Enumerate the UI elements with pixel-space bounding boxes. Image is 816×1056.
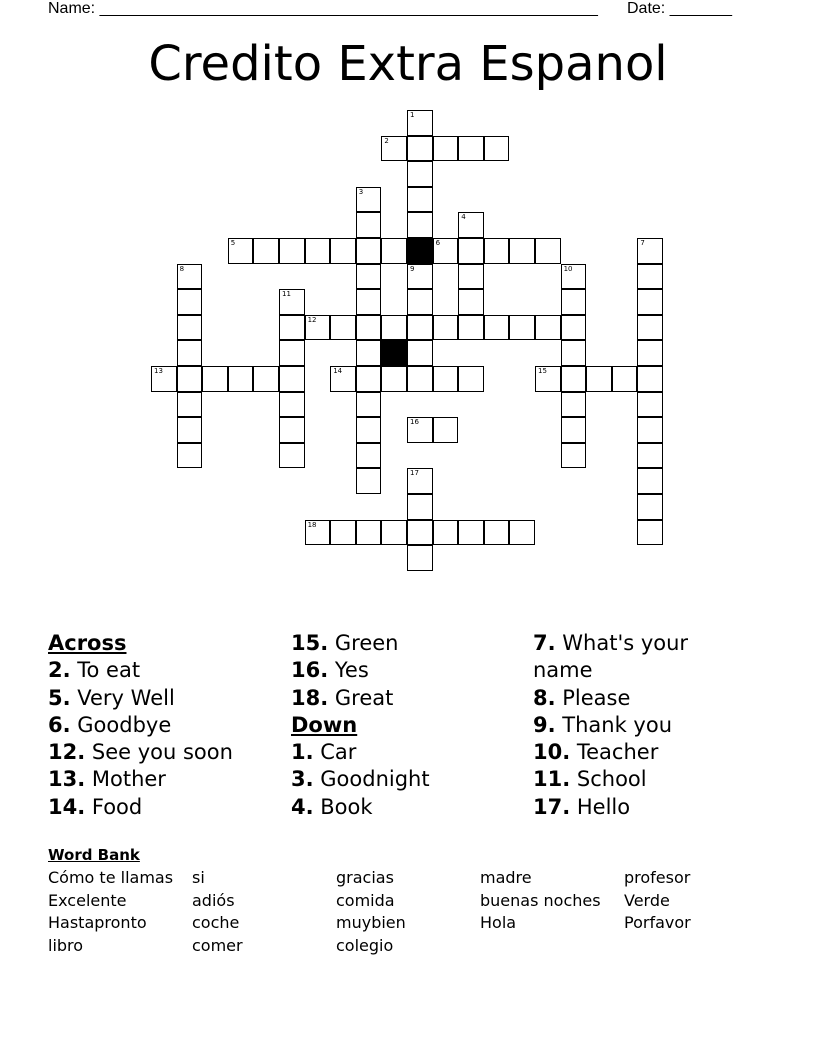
grid-cell[interactable] bbox=[535, 366, 561, 392]
word-bank-word: Cómo te llamas bbox=[48, 868, 174, 887]
clue-number: 16. bbox=[291, 658, 329, 683]
grid-cell[interactable] bbox=[381, 136, 407, 162]
grid-cell[interactable] bbox=[509, 315, 535, 341]
grid-cell[interactable] bbox=[151, 366, 177, 392]
grid-cell[interactable] bbox=[433, 315, 459, 341]
black-cell bbox=[381, 340, 407, 366]
grid-cell[interactable] bbox=[407, 161, 433, 187]
word-bank-word: colegio bbox=[336, 936, 394, 956]
grid-cell[interactable] bbox=[637, 264, 663, 290]
word-bank-word: Hastapronto bbox=[48, 913, 147, 933]
grid-cell[interactable] bbox=[279, 443, 305, 469]
clue-number: 10. bbox=[533, 740, 571, 765]
across-heading: Across bbox=[48, 631, 127, 655]
grid-cell[interactable] bbox=[253, 366, 279, 392]
clue-column-2 bbox=[291, 630, 531, 821]
clue-number: 3. bbox=[291, 767, 314, 792]
grid-cell[interactable] bbox=[330, 366, 356, 392]
clue-number: 12. bbox=[48, 740, 86, 765]
grid-cell[interactable] bbox=[407, 494, 433, 520]
clue-item bbox=[291, 794, 531, 821]
grid-cell[interactable] bbox=[637, 315, 663, 341]
grid-cell[interactable] bbox=[305, 315, 331, 341]
grid-cell[interactable] bbox=[561, 340, 587, 366]
clue-text: Green bbox=[328, 631, 399, 655]
grid-cell[interactable] bbox=[586, 366, 612, 392]
grid-cell[interactable] bbox=[535, 315, 561, 341]
grid-cell[interactable] bbox=[561, 289, 587, 315]
clue-text: Food bbox=[85, 794, 143, 819]
clue-item bbox=[291, 685, 531, 712]
grid-cell[interactable] bbox=[637, 417, 663, 443]
grid-cell[interactable] bbox=[253, 238, 279, 264]
grid-cell[interactable] bbox=[279, 238, 305, 264]
grid-cell[interactable] bbox=[356, 289, 382, 315]
grid-cell[interactable] bbox=[458, 315, 484, 341]
grid-cell[interactable] bbox=[458, 289, 484, 315]
clue-text: Please bbox=[555, 685, 631, 710]
grid-cell[interactable] bbox=[637, 238, 663, 264]
clue-text: Mother bbox=[85, 767, 166, 792]
grid-cell[interactable] bbox=[305, 238, 331, 264]
clue-text: To eat bbox=[70, 658, 141, 683]
grid-cell[interactable] bbox=[433, 520, 459, 546]
clue-number: 4. bbox=[291, 794, 314, 819]
grid-cell[interactable] bbox=[356, 238, 382, 264]
grid-cell[interactable] bbox=[484, 315, 510, 341]
grid-cell[interactable] bbox=[407, 545, 433, 571]
grid-cell[interactable] bbox=[356, 392, 382, 418]
grid-cell[interactable] bbox=[407, 366, 433, 392]
grid-cell[interactable] bbox=[356, 366, 382, 392]
clue-item bbox=[533, 712, 723, 739]
grid-cell[interactable] bbox=[535, 238, 561, 264]
grid-cell[interactable] bbox=[407, 264, 433, 290]
grid-cell[interactable] bbox=[484, 238, 510, 264]
clue-number: 1. bbox=[291, 740, 314, 765]
clue-number: 9. bbox=[533, 712, 556, 737]
name-field-label[interactable]: Name: ________________________________________________________ bbox=[48, 0, 598, 17]
grid-cell[interactable] bbox=[279, 289, 305, 315]
grid-cell[interactable] bbox=[433, 417, 459, 443]
grid-cell[interactable] bbox=[407, 187, 433, 213]
grid-cell[interactable] bbox=[458, 366, 484, 392]
clue-item bbox=[533, 766, 723, 793]
grid-cell[interactable] bbox=[612, 366, 638, 392]
grid-cell[interactable] bbox=[433, 366, 459, 392]
clue-text: Car bbox=[313, 740, 357, 765]
grid-cell[interactable] bbox=[330, 238, 356, 264]
grid-cell[interactable] bbox=[177, 443, 203, 469]
grid-cell[interactable] bbox=[637, 340, 663, 366]
clue-column-1 bbox=[48, 630, 288, 821]
grid-cell[interactable] bbox=[637, 443, 663, 469]
clue-number: 2. bbox=[48, 658, 71, 683]
grid-cell[interactable] bbox=[330, 520, 356, 546]
grid-cell[interactable] bbox=[561, 366, 587, 392]
grid-cell[interactable] bbox=[458, 264, 484, 290]
grid-cell[interactable] bbox=[279, 366, 305, 392]
grid-cell[interactable] bbox=[637, 366, 663, 392]
word-bank-word: madre bbox=[480, 868, 532, 887]
grid-cell[interactable] bbox=[177, 340, 203, 366]
grid-cell[interactable] bbox=[637, 494, 663, 520]
grid-cell[interactable] bbox=[509, 520, 535, 546]
grid-cell[interactable] bbox=[637, 392, 663, 418]
clue-number: 5. bbox=[48, 685, 71, 710]
grid-cell[interactable] bbox=[407, 520, 433, 546]
grid-cell[interactable] bbox=[637, 468, 663, 494]
grid-cell[interactable] bbox=[407, 110, 433, 136]
grid-cell[interactable] bbox=[279, 315, 305, 341]
cell-number: 10 bbox=[563, 264, 573, 273]
grid-cell[interactable] bbox=[381, 315, 407, 341]
clue-item bbox=[291, 766, 531, 793]
grid-cell[interactable] bbox=[407, 212, 433, 238]
clue-text: Goodbye bbox=[70, 712, 172, 737]
clue-number: 8. bbox=[533, 685, 556, 710]
clue-text: School bbox=[570, 767, 647, 792]
word-bank-word: Hola bbox=[480, 913, 517, 933]
grid-cell[interactable] bbox=[561, 443, 587, 469]
word-bank-word: comida bbox=[336, 890, 395, 910]
cell-number: 1 bbox=[410, 111, 415, 119]
clue-text: Teacher bbox=[570, 740, 659, 765]
cell-number: 13 bbox=[154, 367, 163, 375]
word-bank-word: comer bbox=[192, 936, 243, 956]
word-bank-title: Word Bank bbox=[48, 846, 140, 864]
grid-cell[interactable] bbox=[177, 289, 203, 315]
clue-text: What's your name bbox=[533, 631, 689, 683]
word-bank-word: profesor bbox=[624, 868, 691, 887]
word-bank-word: buenas noches bbox=[480, 890, 601, 910]
clue-number: 18. bbox=[291, 685, 329, 710]
grid-cell[interactable] bbox=[356, 443, 382, 469]
puzzle-title: Credito Extra Espanol bbox=[148, 36, 668, 92]
grid-cell[interactable] bbox=[202, 366, 228, 392]
grid-cell[interactable] bbox=[458, 520, 484, 546]
grid-cell[interactable] bbox=[177, 392, 203, 418]
grid-cell[interactable] bbox=[381, 520, 407, 546]
grid-cell[interactable] bbox=[279, 340, 305, 366]
clue-text: Goodnight bbox=[313, 767, 430, 792]
grid-cell[interactable] bbox=[637, 289, 663, 315]
cell-number: 2 bbox=[384, 136, 389, 145]
clue-item bbox=[48, 766, 288, 793]
clue-item bbox=[48, 739, 288, 766]
clue-item bbox=[48, 712, 288, 739]
word-bank-word: si bbox=[192, 868, 205, 887]
clue-number: 6. bbox=[48, 712, 71, 737]
grid-cell[interactable] bbox=[330, 315, 356, 341]
word-bank-word: libro bbox=[48, 936, 84, 956]
grid-cell[interactable] bbox=[561, 392, 587, 418]
word-bank-word: gracias bbox=[336, 868, 394, 887]
word-bank-word: muybien bbox=[336, 913, 406, 933]
clue-item bbox=[533, 739, 723, 766]
clue-item bbox=[48, 794, 288, 821]
clue-number: 13. bbox=[48, 767, 86, 792]
grid-cell[interactable] bbox=[356, 187, 382, 213]
grid-cell[interactable] bbox=[407, 340, 433, 366]
cell-number: 15 bbox=[538, 367, 547, 375]
cell-number: 4 bbox=[461, 213, 466, 222]
grid-cell[interactable] bbox=[356, 212, 382, 238]
grid-cell[interactable] bbox=[433, 238, 459, 264]
grid-cell[interactable] bbox=[356, 520, 382, 546]
down-heading: Down bbox=[291, 712, 358, 737]
grid-cell[interactable] bbox=[381, 238, 407, 264]
word-bank-word: coche bbox=[192, 913, 240, 933]
clue-column-3 bbox=[533, 630, 723, 821]
grid-cell[interactable] bbox=[561, 417, 587, 443]
clue-item bbox=[291, 657, 531, 684]
clue-number: 15. bbox=[291, 631, 329, 655]
grid-cell[interactable] bbox=[458, 136, 484, 162]
grid-cell[interactable] bbox=[305, 520, 331, 546]
clue-text: Very Well bbox=[70, 685, 175, 710]
cell-number: 11 bbox=[282, 290, 291, 299]
grid-cell[interactable] bbox=[279, 417, 305, 443]
black-cell bbox=[407, 238, 433, 264]
grid-cell[interactable] bbox=[407, 417, 433, 443]
clue-text: Great bbox=[328, 685, 394, 710]
clue-item bbox=[48, 685, 288, 712]
grid-cell[interactable] bbox=[177, 366, 203, 392]
grid-cell[interactable] bbox=[407, 468, 433, 494]
grid-cell[interactable] bbox=[381, 366, 407, 392]
clue-number: 11. bbox=[533, 767, 571, 792]
grid-cell[interactable] bbox=[407, 289, 433, 315]
grid-cell[interactable] bbox=[407, 136, 433, 162]
cell-number: 7 bbox=[640, 239, 645, 247]
grid-cell[interactable] bbox=[356, 340, 382, 366]
clue-item bbox=[291, 739, 531, 766]
word-bank-word: Verde bbox=[624, 890, 670, 910]
grid-cell[interactable] bbox=[177, 264, 203, 290]
cell-number: 5 bbox=[230, 239, 236, 247]
cell-number: 3 bbox=[358, 187, 364, 196]
clue-item bbox=[533, 794, 723, 821]
grid-cell[interactable] bbox=[458, 212, 484, 238]
grid-cell[interactable] bbox=[356, 468, 382, 494]
clue-text: Hello bbox=[570, 794, 631, 819]
grid-cell[interactable] bbox=[509, 238, 535, 264]
grid-cell[interactable] bbox=[407, 315, 433, 341]
clue-number: 7. bbox=[533, 631, 556, 655]
grid-cell[interactable] bbox=[177, 315, 203, 341]
clue-item bbox=[48, 657, 288, 684]
clue-text: Yes bbox=[328, 658, 369, 683]
grid-cell[interactable] bbox=[484, 520, 510, 546]
clue-number: 14. bbox=[48, 794, 86, 819]
clue-text: Thank you bbox=[555, 712, 673, 737]
grid-cell[interactable] bbox=[228, 238, 254, 264]
cell-number: 6 bbox=[435, 239, 441, 247]
cell-number: 14 bbox=[333, 367, 343, 375]
cell-number: 12 bbox=[307, 315, 317, 324]
clue-item bbox=[291, 630, 531, 657]
clue-number: 17. bbox=[533, 794, 571, 819]
grid-cell[interactable] bbox=[561, 264, 587, 290]
grid-cell[interactable] bbox=[458, 238, 484, 264]
grid-cell[interactable] bbox=[279, 392, 305, 418]
date-field-label[interactable]: Date: _______ bbox=[627, 0, 732, 17]
grid-cell[interactable] bbox=[484, 136, 510, 162]
grid-cell[interactable] bbox=[356, 264, 382, 290]
grid-cell[interactable] bbox=[356, 315, 382, 341]
word-bank-word: adiós bbox=[192, 890, 235, 910]
grid-cell[interactable] bbox=[561, 315, 587, 341]
cell-number: 8 bbox=[179, 264, 185, 273]
clue-text: Book bbox=[313, 794, 373, 819]
grid-cell[interactable] bbox=[228, 366, 254, 392]
clue-item bbox=[533, 630, 723, 685]
cell-number: 18 bbox=[307, 520, 317, 529]
cell-number: 16 bbox=[410, 418, 419, 427]
grid-cell[interactable] bbox=[433, 136, 459, 162]
clue-item bbox=[533, 685, 723, 712]
word-bank-word: Porfavor bbox=[624, 913, 691, 933]
cell-number: 9 bbox=[410, 264, 415, 273]
cell-number: 17 bbox=[410, 469, 419, 478]
clue-text: See you soon bbox=[85, 740, 233, 765]
grid-cell[interactable] bbox=[356, 417, 382, 443]
grid-cell[interactable] bbox=[177, 417, 203, 443]
grid-cell[interactable] bbox=[637, 520, 663, 546]
word-bank-word: Excelente bbox=[48, 890, 127, 910]
